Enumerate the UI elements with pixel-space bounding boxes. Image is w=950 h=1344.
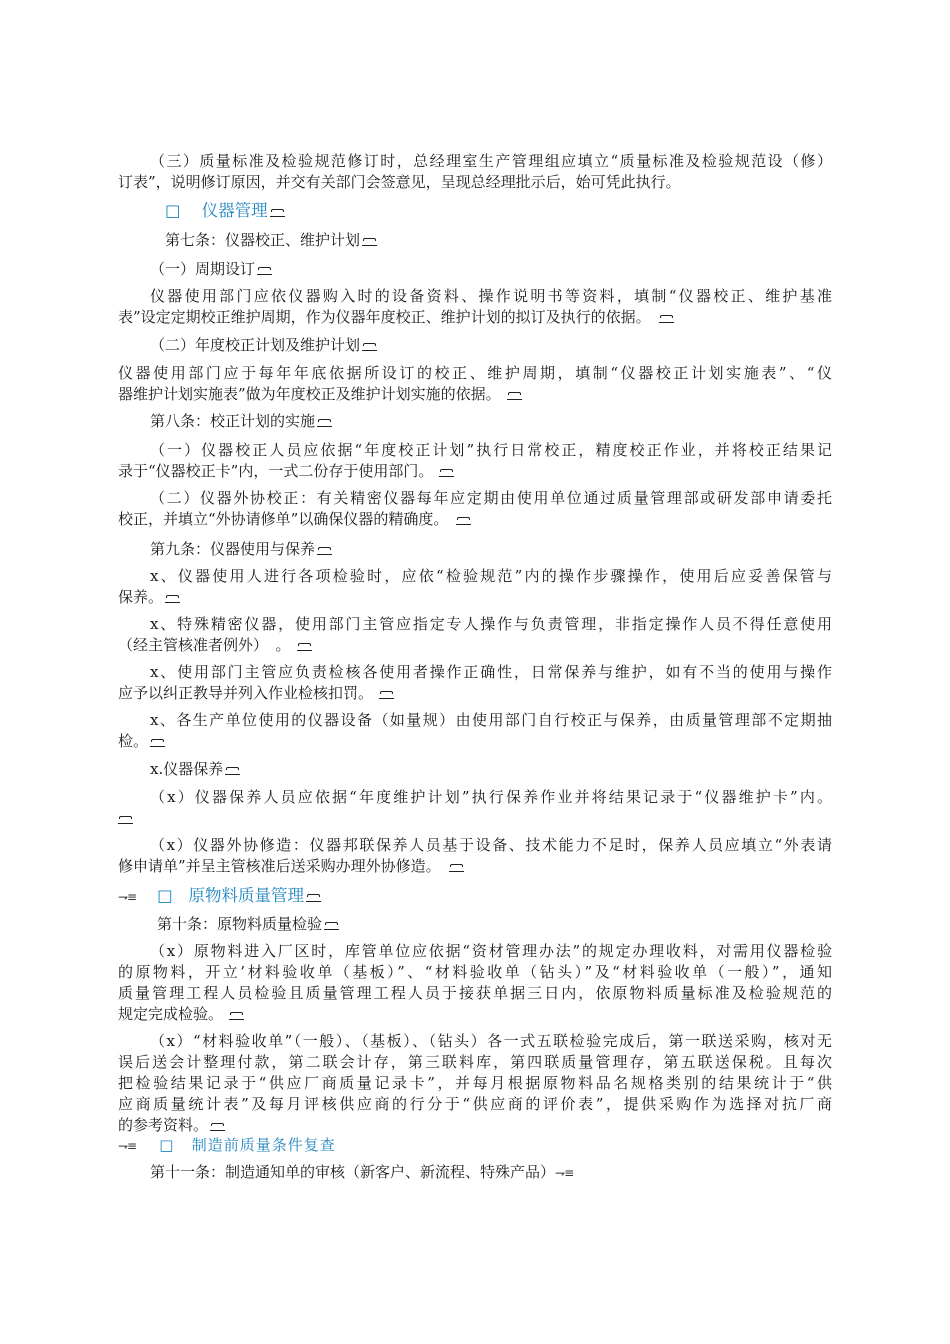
para-line: x、使用部门主管应负责检核各使用者操作正确性，日常保养与维护，如有不当的使用与操作 xyxy=(150,663,832,681)
para-line: 检。 xyxy=(118,731,832,752)
para-line: （二）仪器外协校正：有关精密仪器每年应定期由使用单位通过质量管理部或研发部申请委托 xyxy=(150,489,832,507)
paragraph-mark-icon xyxy=(439,468,454,477)
paragraph-mark-icon xyxy=(317,546,332,555)
para-line: 的参考资料。 xyxy=(118,1115,832,1136)
para-line: 器维护计划实施表”做为年度校正及维护计划实施的依据。 xyxy=(118,384,832,405)
paragraph-mark-icon xyxy=(324,921,339,930)
article-heading: 第八条：校正计划的实施 xyxy=(150,411,332,432)
paragraph-mark-icon xyxy=(297,642,312,651)
para-line: 的原物料，开立’材料验收单（基板）”、“材料验收单（钻头）”及“材料验收单（一般）”，通知 xyxy=(118,963,832,981)
paragraph-mark-icon xyxy=(225,766,240,775)
checkbox-icon: □ xyxy=(157,886,173,905)
para-line: 规定完成检验。 xyxy=(118,1004,832,1025)
article-heading: 第十条：原物料质量检验 xyxy=(157,914,339,935)
arrow-mark-icon: ⇁≡ xyxy=(118,1139,137,1153)
paragraph-mark-icon xyxy=(229,1011,244,1020)
para-line: 校正，并填立“外协请修单”以确保仪器的精确度。 xyxy=(118,509,832,530)
section-heading: ⇁≡ □ 制造前质量条件复查 xyxy=(118,1136,336,1154)
para-line: 保养。 xyxy=(118,587,832,608)
paragraph-mark-icon xyxy=(317,418,332,427)
para-line: （x）“材料验收单”（一般）、（基板）、（钻头）各一式五联检验完成后，第一联送采购，核对无 xyxy=(150,1032,832,1050)
para-line: 仪器使用部门应于每年年底依据所设订的校正、维护周期，填制“仪器校正计划实施表”、“仪 xyxy=(118,364,832,382)
article-heading: 第七条：仪器校正、维护计划 xyxy=(165,230,377,251)
paragraph-mark-icon xyxy=(362,342,377,351)
paragraph-mark-icon xyxy=(659,314,674,323)
para-line: x、特殊精密仪器，使用部门主管应指定专人操作与负责管理，非指定操作人员不得任意使用 xyxy=(150,615,832,633)
para-line: 应予以纠正教导并列入作业检核扣罚。 xyxy=(118,683,832,704)
subheading: x.仪器保养 xyxy=(150,759,240,780)
subheading: （二）年度校正计划及维护计划 xyxy=(150,335,377,356)
para-line: 把检验结果记录于“供应厂商质量记录卡”，并每月根据原物料品名规格类别的结果统计于“供 xyxy=(118,1074,832,1092)
para-line: 修申请单”并呈主管核准后送采购办理外协修造。 xyxy=(118,856,832,877)
paragraph-mark-icon xyxy=(165,594,180,603)
article-heading: 第十一条：制造通知单的审核（新客户、新流程、特殊产品）⇁≡ xyxy=(150,1163,574,1181)
para-line: 订表”，说明修订原因，并交有关部门会签意见，呈现总经理批示后，始可凭此执行。 xyxy=(118,173,681,191)
section-heading: ⇁≡ □ 原物料质量管理 xyxy=(118,885,321,908)
para-line: （经主管核准者例外） 。 xyxy=(118,635,832,656)
para-line: 表”设定定期校正维护周期，作为仪器年度校正、维护计划的拟订及执行的依据。 xyxy=(118,307,832,328)
para-line: （一）仪器校正人员应依据“年度校正计划”执行日常校正，精度校正作业，并将校正结果记 xyxy=(150,441,832,459)
paragraph-mark-icon xyxy=(507,391,522,400)
para-line: 误后送会计整理付款，第二联会计存，第三联料库，第四联质量管理存，第五联送保税。且每次 xyxy=(118,1053,832,1071)
paragraph-mark-icon xyxy=(118,815,133,824)
paragraph-mark-icon xyxy=(210,1122,225,1131)
para-line: （三）质量标准及检验规范修订时，总经理室生产管理组应填立“质量标准及检验规范设（修） xyxy=(150,152,832,170)
paragraph-mark-icon xyxy=(270,208,285,217)
para-line: （x）仪器外协修造：仪器邦联保养人员基于设备、技术能力不足时，保养人员应填立“外表请 xyxy=(150,836,832,854)
paragraph-mark-icon xyxy=(362,237,377,246)
para-line: x、仪器使用人进行各项检验时，应依“检验规范”内的操作步骤操作，使用后应妥善保管与 xyxy=(150,567,832,585)
paragraph-mark-icon xyxy=(257,266,272,275)
para-line: （x）仪器保养人员应依据“年度维护计划”执行保养作业并将结果记录于“仪器维护卡”内。 xyxy=(150,788,832,806)
checkbox-icon: □ xyxy=(159,1136,175,1154)
para-line: （x）原物料进入厂区时，库管单位应依据“资材管理办法”的规定办理收料，对需用仪器检验 xyxy=(150,942,832,960)
paragraph-mark-icon xyxy=(150,738,165,747)
para-line: 应商质量统计表”及每月评核供应商的行分于“供应商的评价表”，提供采购作为选择对抗厂商 xyxy=(118,1095,832,1113)
checkbox-icon: □ xyxy=(165,201,181,220)
section-heading: □ 仪器管理 xyxy=(165,200,879,221)
para-line xyxy=(118,808,832,829)
paragraph-mark-icon xyxy=(456,516,471,525)
paragraph-mark-icon xyxy=(449,863,464,872)
arrow-mark-icon: ⇁≡ xyxy=(118,890,137,904)
paragraph-mark-icon xyxy=(306,893,321,902)
arrow-mark-icon: ⇁≡ xyxy=(555,1166,574,1180)
article-heading: 第九条：仪器使用与保养 xyxy=(150,539,332,560)
para-line: 录于“仪器校正卡”内，一式二份存于使用部门。 xyxy=(118,461,832,482)
para-line: 质量管理工程人员检验且质量管理工程人员于接获单据三日内，依原物料质量标准及检验规范的 xyxy=(118,984,832,1002)
para-line: 仪器使用部门应依仪器购入时的设备资料、操作说明书等资料，填制“仪器校正、维护基准 xyxy=(150,287,832,305)
para-line: x、各生产单位使用的仪器设备（如量规）由使用部门自行校正与保养，由质量管理部不定期抽 xyxy=(150,711,832,729)
paragraph-mark-icon xyxy=(379,690,394,699)
subheading: （一）周期设订 xyxy=(150,259,272,280)
